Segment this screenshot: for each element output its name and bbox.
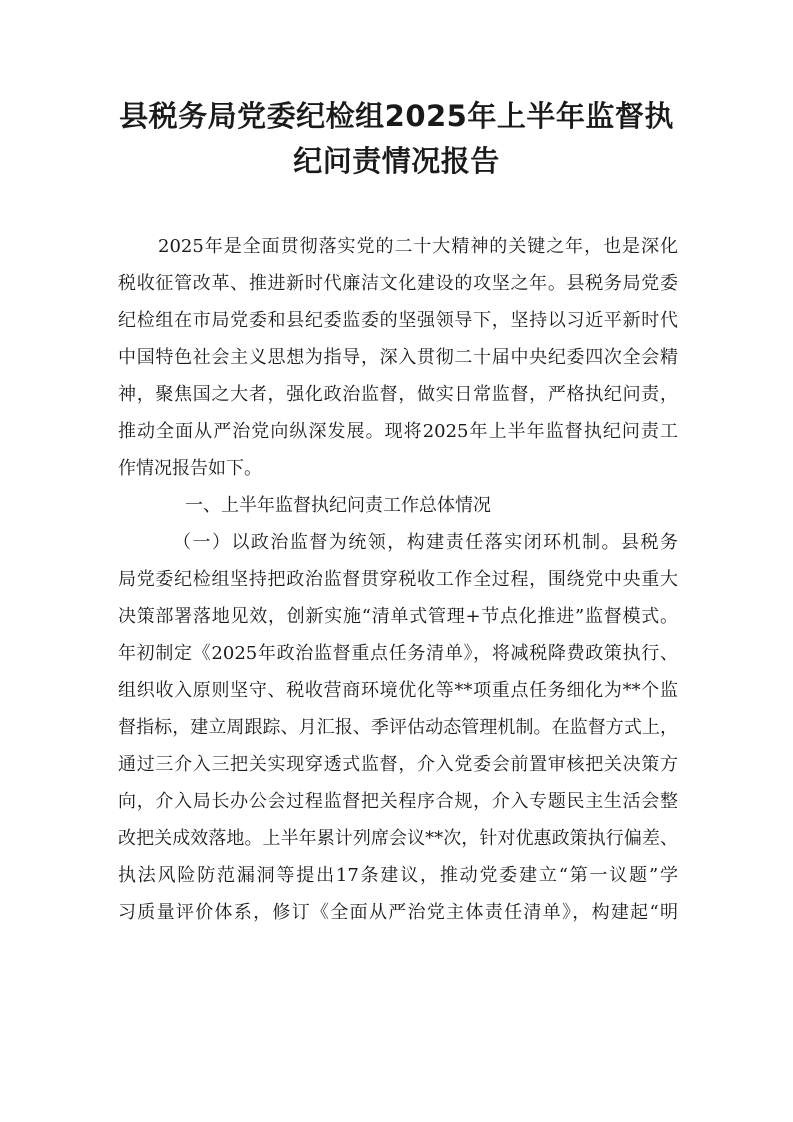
- paragraph-line: 向，介入局长办公会过程监督把关程序合规，介入专题民主生活会整: [118, 791, 678, 812]
- section-paragraph: [118, 524, 678, 931]
- paragraph-line: 推动全面从严治党向纵深发展。现将2025年上半年监督执纪问责工: [118, 421, 678, 442]
- title-line-2: 纪问责情况报告: [293, 144, 500, 178]
- paragraph-line: 督指标，建立周跟踪、月汇报、季评估动态管理机制。在监督方式上，: [118, 717, 678, 738]
- paragraph-line: 中国特色社会主义思想为指导，深入贯彻二十届中央纪委四次全会精: [118, 347, 678, 368]
- paragraph-line: 年初制定《2025年政治监督重点任务清单》，将减税降费政策执行、: [118, 643, 678, 664]
- paragraph-line: 改把关成效落地。上半年累计列席会议**次，针对优惠政策执行偏差、: [118, 828, 678, 849]
- paragraph-line: 税收征管改革、推进新时代廉洁文化建设的攻坚之年。县税务局党委: [118, 273, 678, 294]
- section-heading: 一、上半年监督执纪问责工作总体情况: [185, 495, 491, 516]
- paragraph-line: 决策部署落地见效，创新实施“清单式管理+节点化推进”监督模式。: [118, 606, 678, 627]
- paragraph-line: 组织收入原则坚守、税收营商环境优化等**项重点任务细化为**个监: [118, 680, 678, 701]
- paragraph-line: 局党委纪检组坚持把政治监督贯穿税收工作全过程，围绕党中央重大: [118, 569, 678, 590]
- paragraph-line: 2025年是全面贯彻落实党的二十大精神的关键之年，也是深化: [158, 236, 678, 257]
- intro-paragraph: [118, 228, 678, 487]
- paragraph-line: 习质量评价体系，修订《全面从严治党主体责任清单》，构建起“明: [118, 902, 678, 923]
- title-line-1: 县税务局党委纪检组2025年上半年监督执: [119, 99, 674, 133]
- paragraph-line: （一）以政治监督为统领，构建责任落实闭环机制。县税务: [173, 532, 678, 553]
- paragraph-line: 执法风险防范漏洞等提出17条建议，推动党委建立“第一议题”学: [118, 865, 678, 886]
- document-body: [118, 228, 678, 931]
- paragraph-line: 神，聚焦国之大者，强化政治监督，做实日常监督，严格执纪问责，: [118, 384, 678, 405]
- paragraph-line: 纪检组在市局党委和县纪委监委的坚强领导下，坚持以习近平新时代: [118, 310, 678, 331]
- paragraph-line: 通过三介入三把关实现穿透式监督，介入党委会前置审核把关决策方: [118, 754, 678, 775]
- document-title: [100, 94, 693, 184]
- paragraph-line: 作情况报告如下。: [118, 458, 262, 479]
